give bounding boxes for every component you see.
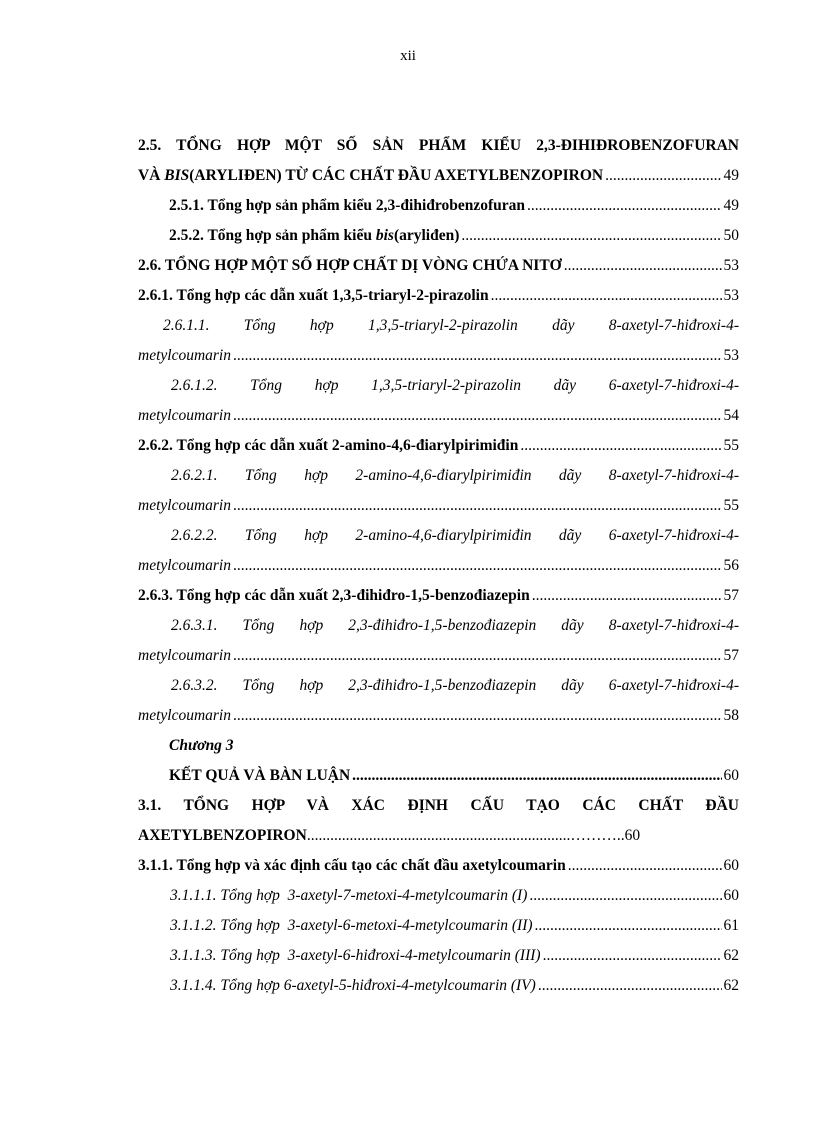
toc-2-6-1-1-line1[interactable]: 2.6.1.1. Tổng hợp 1,3,5-triaryl-2-pirazolin dãy 8-axetyl-7-hiđroxi-4-	[163, 317, 739, 334]
page-number: xii	[400, 48, 416, 64]
toc-2-6-1[interactable]: 2.6.1. Tổng hợp các dẫn xuất 1,3,5-triaryl-2-pirazolin ..... 53	[138, 281, 739, 311]
toc-3-1-1-3[interactable]: 3.1.1.3. Tổng hợp 3-axetyl-6-hiđroxi-4-metylcoumarin (III) ..... 62	[138, 941, 739, 971]
toc-3-1-1-2[interactable]: 3.1.1.2. Tổng hợp 3-axetyl-6-metoxi-4-metylcoumarin (II) ..... 61	[138, 911, 739, 941]
toc-2-6-2-1-line2[interactable]: metylcoumarin ..... 55	[138, 491, 739, 521]
toc-2-6-1-1-line2[interactable]: metylcoumarin ..... 53	[138, 341, 739, 371]
table-of-contents	[138, 131, 739, 1001]
toc-3-1-line1[interactable]: 3.1. TỔNG HỢP VÀ XÁC ĐỊNH CẤU TẠO CÁC CHẤT ĐẦU	[138, 797, 739, 814]
toc-2-6-3[interactable]: 2.6.3. Tổng hợp các dẫn xuất 2,3-đihiđro-1,5-benzođiazepin ..... 57	[138, 581, 739, 611]
toc-2-6-3-1-line1[interactable]: 2.6.3.1. Tổng hợp 2,3-đihiđro-1,5-benzođiazepin dãy 8-axetyl-7-hiđroxi-4-	[171, 617, 739, 634]
toc-3-1-1[interactable]: 3.1.1. Tổng hợp và xác định cấu tạo các chất đầu axetylcoumarin ..... 60	[138, 851, 739, 881]
toc-3-1-1-1[interactable]: 3.1.1.1. Tổng hợp 3-axetyl-7-metoxi-4-metylcoumarin (I) ..... 60	[138, 881, 739, 911]
toc-2-5-line2[interactable]: VÀ BIS(ARYLIĐEN) TỪ CÁC CHẤT ĐẦU AXETYLBENZOPIRON ..... 49	[138, 161, 739, 191]
toc-2-6-2-1-line1[interactable]: 2.6.2.1. Tổng hợp 2-amino-4,6-điarylpirimiđin dãy 8-axetyl-7-hiđroxi-4-	[171, 467, 739, 484]
toc-3-1-1-4[interactable]: 3.1.1.4. Tổng hợp 6-axetyl-5-hiđroxi-4-metylcoumarin (IV) ..... 62	[138, 971, 739, 1001]
toc-2-6-3-1-line2[interactable]: metylcoumarin ..... 57	[138, 641, 739, 671]
toc-2-5-1[interactable]: 2.5.1. Tổng hợp sản phẩm kiểu 2,3-đihiđrobenzofuran ..... 49	[138, 191, 739, 221]
toc-2-5-line1[interactable]: 2.5. TỔNG HỢP MỘT SỐ SẢN PHẨM KIỂU 2,3-ĐIHIĐROBENZOFURAN	[138, 137, 739, 154]
toc-3-1-line2[interactable]: AXETYLBENZOPIRON....................................................................………..60	[138, 827, 641, 844]
toc-chapter-3-label: Chương 3	[169, 737, 234, 754]
toc-2-6-2-2-line2[interactable]: metylcoumarin ..... 56	[138, 551, 739, 581]
toc-2-5-2[interactable]: 2.5.2. Tổng hợp sản phẩm kiểu bis(aryliđen) ..... 50	[138, 221, 739, 251]
toc-2-6-3-2-line2[interactable]: metylcoumarin ..... 58	[138, 701, 739, 731]
toc-2-6-3-2-line1[interactable]: 2.6.3.2. Tổng hợp 2,3-đihiđro-1,5-benzođiazepin dãy 6-axetyl-7-hiđroxi-4-	[171, 677, 739, 694]
toc-chapter-3-title[interactable]: KẾT QUẢ VÀ BÀN LUẬN ..... 60	[138, 761, 739, 791]
toc-2-6-2[interactable]: 2.6.2. Tổng hợp các dẫn xuất 2-amino-4,6-điarylpirimiđin ..... 55	[138, 431, 739, 461]
toc-2-6-1-2-line1[interactable]: 2.6.1.2. Tổng hợp 1,3,5-triaryl-2-pirazolin dãy 6-axetyl-7-hiđroxi-4-	[171, 377, 739, 394]
toc-2-6-2-2-line1[interactable]: 2.6.2.2. Tổng hợp 2-amino-4,6-điarylpirimiđin dãy 6-axetyl-7-hiđroxi-4-	[171, 527, 739, 544]
toc-2-6[interactable]: 2.6. TỔNG HỢP MỘT SỐ HỢP CHẤT DỊ VÒNG CHỨA NITƠ ..... 53	[138, 251, 739, 281]
toc-2-6-1-2-line2[interactable]: metylcoumarin ..... 54	[138, 401, 739, 431]
